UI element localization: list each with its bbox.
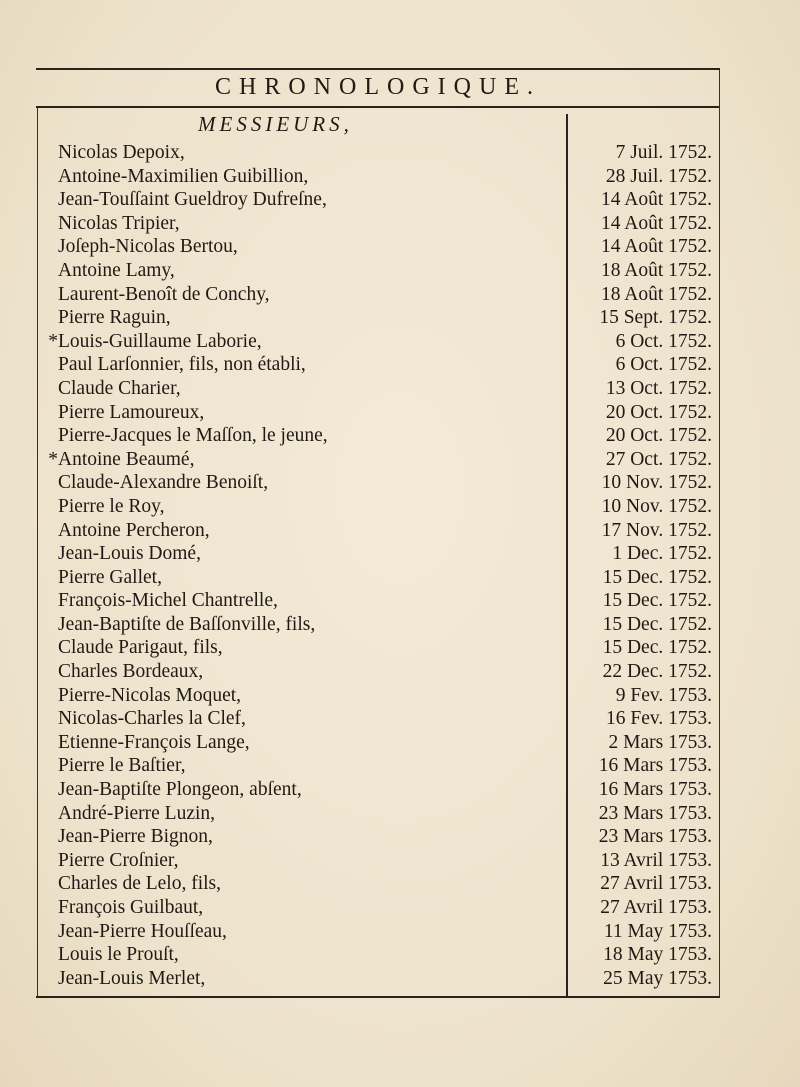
header-rule-top	[36, 68, 720, 70]
entry-name: Pierre Gallet,	[58, 566, 162, 588]
entry-date: 10 Nov. 1752.	[601, 495, 712, 517]
entry-date: 20 Oct. 1752.	[605, 401, 712, 423]
dates-column	[570, 141, 716, 990]
entry-name-row	[40, 188, 560, 212]
entry-name: André-Pierre Luzin,	[58, 802, 216, 824]
entry-name-row	[40, 613, 560, 637]
entry-name: Pierre-Jacques le Maſſon, le jeune,	[58, 425, 328, 447]
entry-date: 6 Oct. 1752.	[615, 330, 712, 352]
names-column	[40, 141, 560, 990]
entry-name: Charles Bordeaux,	[58, 661, 204, 683]
entry-name-row	[40, 306, 560, 330]
entry-date: 7 Juil. 1752.	[615, 142, 712, 163]
frame-bottom-rule	[36, 996, 720, 998]
entry-name-row	[40, 448, 560, 472]
entry-name: Louis-Guillaume Laborie,	[58, 330, 262, 352]
entry-name: Jean-Baptiſte Plongeon, abſent,	[58, 779, 302, 801]
entry-date: 6 Oct. 1752.	[615, 354, 712, 376]
entry-name-row	[40, 802, 560, 826]
entry-name-row	[40, 943, 560, 967]
entry-date: 18 Août 1752.	[600, 259, 712, 281]
entry-name: François Guilbaut,	[58, 897, 204, 918]
entry-name-row	[40, 589, 560, 613]
entry-date: 13 Avril 1753.	[600, 849, 712, 871]
entry-name-row	[40, 471, 560, 495]
entry-name: Joſeph-Nicolas Bertou,	[58, 236, 238, 258]
entry-name-row	[40, 825, 560, 849]
entry-name-row	[40, 684, 560, 708]
entry-name: Laurent-Benoît de Conchy,	[58, 283, 270, 305]
entry-date: 22 Dec. 1752.	[602, 661, 712, 683]
entry-name: Pierre Lamoureux,	[58, 401, 205, 423]
frame-left-rule	[37, 108, 38, 996]
entry-date: 17 Nov. 1752.	[601, 519, 712, 541]
entry-name: Jean-Louis Domé,	[58, 543, 201, 565]
entry-name: Paul Larſonnier, fils, non établi,	[58, 354, 306, 376]
entry-date: 15 Dec. 1752.	[602, 637, 712, 659]
entry-date: 16 Mars 1753.	[598, 755, 712, 777]
entry-date: 14 Août 1752.	[600, 212, 712, 234]
entry-name-row	[40, 660, 560, 684]
entry-name: Antoine-Maximilien Guibillion,	[58, 165, 309, 187]
entry-name-row	[40, 967, 560, 991]
entry-name-row	[40, 495, 560, 519]
entry-name-row	[40, 707, 560, 731]
entry-name: Louis le Prouſt,	[58, 944, 179, 966]
entry-name: Pierre Croſnier,	[58, 849, 179, 871]
entry-name: Antoine Beaumé,	[58, 448, 195, 470]
entry-date: 27 Oct. 1752.	[605, 448, 712, 470]
entry-name-row	[40, 636, 560, 660]
entry-name: Pierre Raguin,	[58, 307, 171, 329]
frame-right-rule	[719, 70, 720, 996]
entry-date: 28 Juil. 1752.	[605, 165, 712, 187]
entry-name: Jean-Baptiſte de Baſſonville, fils,	[58, 613, 316, 635]
entry-date: 14 Août 1752.	[600, 236, 712, 258]
entry-name-row	[40, 235, 560, 259]
entry-name-row	[40, 141, 560, 165]
entry-name-row	[40, 778, 560, 802]
entry-date: 13 Oct. 1752.	[605, 377, 712, 399]
entry-name: Jean-Touſſaint Gueldroy Dufreſne,	[58, 189, 327, 211]
entry-date: 15 Dec. 1752.	[602, 566, 712, 588]
entry-name-row	[40, 754, 560, 778]
entry-mark: *	[48, 448, 58, 470]
page-header-title: CHRONOLOGIQUE.	[215, 74, 541, 100]
entry-date: 2 Mars 1753.	[608, 731, 712, 753]
entry-date: 27 Avril 1753.	[600, 897, 712, 918]
entry-date: 20 Oct. 1752.	[605, 425, 712, 447]
entry-name: Claude-Alexandre Benoiſt,	[58, 472, 269, 494]
entry-date: 25 May 1753.	[603, 967, 712, 989]
entry-name: Claude Parigaut, fils,	[58, 637, 223, 659]
header-rule-bottom	[36, 106, 720, 108]
entry-name-row	[40, 872, 560, 896]
entry-date: 10 Nov. 1752.	[601, 472, 712, 494]
entry-date: 1 Dec. 1752.	[612, 543, 712, 565]
entry-date: 23 Mars 1753.	[598, 802, 712, 824]
entry-name-row	[40, 353, 560, 377]
column-divider	[566, 114, 568, 996]
entry-name-row	[40, 920, 560, 944]
entry-date: 16 Mars 1753.	[598, 779, 712, 801]
entry-name: Pierre-Nicolas Moquet,	[58, 684, 242, 706]
entry-name: Antoine Lamy,	[58, 259, 175, 281]
entry-date: 27 Avril 1753.	[600, 873, 712, 895]
entry-date: 23 Mars 1753.	[598, 826, 712, 848]
entry-name-row	[40, 542, 560, 566]
entry-date: 15 Sept. 1752.	[599, 307, 712, 329]
entry-name: Jean-Pierre Bignon,	[58, 826, 213, 848]
entry-date: 15 Dec. 1752.	[602, 613, 712, 635]
entry-name-row	[40, 731, 560, 755]
entry-name: Charles de Lelo, fils,	[58, 873, 221, 895]
entry-date: 18 May 1753.	[603, 944, 712, 966]
entry-name: Pierre le Baſtier,	[58, 755, 186, 777]
entry-name: Pierre le Roy,	[58, 495, 165, 517]
entry-date: 18 Août 1752.	[600, 283, 712, 305]
entry-name-row	[40, 519, 560, 543]
entry-name-row	[40, 401, 560, 425]
entry-date: 11 May 1753.	[603, 920, 712, 942]
entry-name-row	[40, 212, 560, 236]
entry-name-row	[40, 283, 560, 307]
section-heading: MESSIEURS,	[198, 112, 353, 136]
entry-date: 14 Août 1752.	[600, 189, 712, 211]
entry-name-row	[40, 377, 560, 401]
entry-mark: *	[48, 330, 58, 352]
entry-date: 15 Dec. 1752.	[602, 590, 712, 612]
entry-name: Claude Charier,	[58, 377, 181, 399]
entry-date: 16 Fev. 1753.	[606, 708, 712, 730]
entry-name-row	[40, 566, 560, 590]
entry-name-row	[40, 849, 560, 873]
entry-name: Nicolas Depoix,	[58, 142, 185, 163]
entry-name: Etienne-François Lange,	[58, 731, 250, 753]
entry-name: Antoine Percheron,	[58, 519, 210, 541]
entry-name-row	[40, 165, 560, 189]
entry-name-row	[40, 424, 560, 448]
entry-name-row	[40, 330, 560, 354]
entry-name: Jean-Louis Merlet,	[58, 967, 206, 989]
entry-name-row	[40, 896, 560, 920]
entry-name: Nicolas Tripier,	[58, 212, 180, 234]
entry-date: 9 Fev. 1753.	[615, 684, 712, 706]
entry-name: Nicolas-Charles la Clef,	[58, 708, 246, 730]
entry-name: Jean-Pierre Houſſeau,	[58, 920, 227, 942]
entry-name: François-Michel Chantrelle,	[58, 590, 278, 612]
entry-name-row	[40, 259, 560, 283]
